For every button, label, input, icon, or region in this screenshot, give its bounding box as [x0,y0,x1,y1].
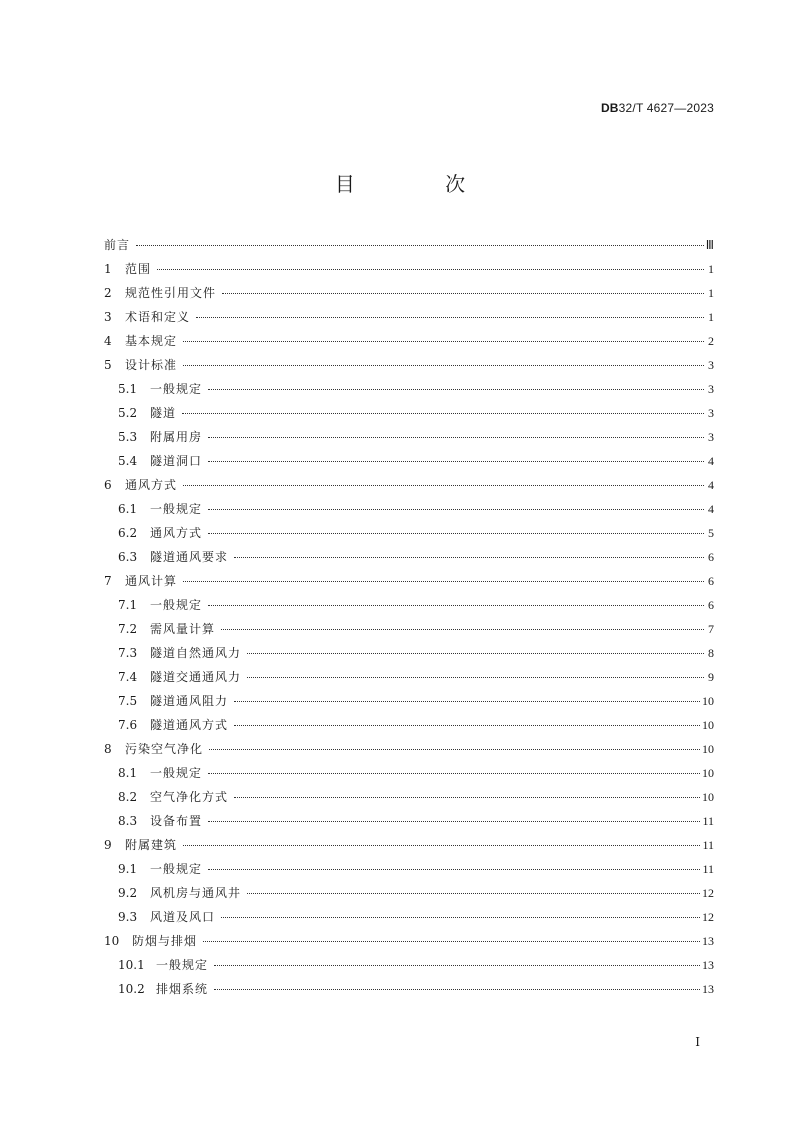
toc-entry-page: Ⅲ [705,238,714,252]
toc-entry-number: 5.4 [118,454,138,468]
toc-entry-number: 10.1 [118,958,145,972]
dot-leader [209,748,700,750]
toc-entry-label: 隧道通风阻力 [150,694,229,708]
toc-entry-number: 10.2 [118,982,145,996]
dot-leader [234,724,700,726]
toc-entry-page: 13 [702,958,714,972]
toc-entry-label: 空气净化方式 [150,790,229,804]
toc-entry-page: 13 [702,982,714,996]
toc-entry[interactable] [104,521,714,545]
toc-entry-number: 9.2 [118,886,138,900]
toc-entry-page: 4 [708,454,714,468]
toc-entry-label: 一般规定 [156,958,209,972]
toc-entry-page: 9 [708,670,714,684]
toc-entry[interactable] [104,641,714,665]
toc-entry-page: 4 [708,502,714,516]
toc-entry[interactable] [104,473,714,497]
toc-entry-label: 风道及风口 [150,910,216,924]
toc-entry[interactable] [104,593,714,617]
toc-entry[interactable] [104,833,714,857]
toc-entry-number: 5.1 [118,382,138,396]
dot-leader [183,844,700,846]
dot-leader [247,652,704,654]
toc-entry-label: 基本规定 [125,334,178,348]
toc-entry-number: 7.5 [118,694,138,708]
toc-entry-number: 3 [104,310,112,324]
dot-leader [203,940,700,942]
toc-entry-label: 一般规定 [150,598,203,612]
standard-code-number: 32/T 4627—2023 [618,101,714,115]
toc-entry[interactable] [104,785,714,809]
toc-entry-number: 5.2 [118,406,138,420]
page-title: 目 次 [334,172,508,196]
toc-entry-page: 6 [708,574,714,588]
page-number: I [695,1035,700,1049]
toc-entry-page: 11 [702,814,714,828]
dot-leader [234,700,700,702]
toc-entry-label: 设计标准 [125,358,178,372]
toc-entry-label: 规范性引用文件 [125,286,217,300]
toc-entry-number: 7.3 [118,646,138,660]
toc-entry-page: 3 [708,382,714,396]
toc-entry[interactable] [104,857,714,881]
toc-entry-number: 7.6 [118,718,138,732]
dot-leader [208,820,700,822]
dot-leader [234,796,700,798]
toc-entry-label: 一般规定 [150,862,203,876]
toc-entry-label: 设备布置 [150,814,203,828]
toc-entry[interactable] [104,425,714,449]
toc-entry[interactable] [104,377,714,401]
toc-entry-label: 排烟系统 [156,982,209,996]
table-of-contents [104,233,714,1001]
dot-leader [221,628,704,630]
toc-entry-page: 6 [708,550,714,564]
toc-entry-page: 11 [702,838,714,852]
toc-entry-label: 风机房与通风井 [150,886,242,900]
toc-entry-page: 1 [708,310,714,324]
dot-leader [208,436,704,438]
toc-entry[interactable] [104,233,714,257]
dot-leader [247,892,700,894]
toc-entry[interactable] [104,905,714,929]
toc-entry-number: 6 [104,478,112,492]
toc-entry-label: 隧道 [150,406,177,420]
toc-entry[interactable] [104,881,714,905]
toc-entry[interactable] [104,497,714,521]
toc-entry-number: 8.1 [118,766,138,780]
toc-entry-label: 隧道洞口 [150,454,203,468]
toc-entry-number: 8 [104,742,112,756]
toc-entry-page: 7 [708,622,714,636]
toc-entry-number: 9 [104,838,112,852]
toc-entry-number: 6.1 [118,502,138,516]
toc-entry-page: 3 [708,358,714,372]
toc-entry[interactable] [104,401,714,425]
dot-leader [208,868,700,870]
toc-entry[interactable] [104,713,714,737]
toc-entry-label: 一般规定 [150,502,203,516]
toc-entry[interactable] [104,737,714,761]
toc-entry-page: 8 [708,646,714,660]
standard-code-prefix: DB [600,101,619,115]
dot-leader [208,388,704,390]
toc-entry-page: 12 [702,886,714,900]
toc-entry[interactable] [104,353,714,377]
toc-entry-number: 5.3 [118,430,138,444]
toc-entry-label: 隧道通风方式 [150,718,229,732]
dot-leader [214,988,700,990]
toc-entry-label: 范围 [125,262,152,276]
toc-entry-page: 4 [708,478,714,492]
toc-entry[interactable] [104,761,714,785]
toc-entry-label: 隧道通风要求 [150,550,229,564]
dot-leader [208,460,704,462]
toc-entry-page: 10 [702,790,714,804]
toc-entry-page: 13 [702,934,714,948]
toc-entry-page: 10 [702,766,714,780]
toc-entry-label: 隧道自然通风力 [150,646,242,660]
dot-leader [234,556,704,558]
dot-leader [208,604,704,606]
toc-entry-number: 4 [104,334,112,348]
toc-entry-label: 前言 [104,238,131,252]
standard-code [601,101,714,115]
toc-entry-label: 隧道交通通风力 [150,670,242,684]
toc-entry-label: 附属建筑 [125,838,178,852]
toc-entry-number: 7.4 [118,670,138,684]
toc-entry-number: 1 [104,262,112,276]
toc-entry-number: 9.1 [118,862,138,876]
toc-entry-number: 5 [104,358,112,372]
toc-entry-number: 7 [104,574,112,588]
dot-leader [247,676,704,678]
toc-entry-number: 6.3 [118,550,138,564]
toc-entry-number: 7.2 [118,622,138,636]
dot-leader [183,364,704,366]
toc-entry-label: 术语和定义 [125,310,191,324]
toc-entry-number: 10 [104,934,120,948]
toc-entry[interactable] [104,665,714,689]
toc-entry-label: 污染空气净化 [125,742,204,756]
dot-leader [183,340,704,342]
toc-entry-page: 5 [708,526,714,540]
toc-entry[interactable] [104,809,714,833]
toc-entry-page: 1 [708,286,714,300]
toc-entry-number: 8.2 [118,790,138,804]
toc-entry[interactable] [104,281,714,305]
dot-leader [182,412,704,414]
toc-entry-number: 6.2 [118,526,138,540]
toc-entry[interactable] [104,617,714,641]
toc-entry-number: 2 [104,286,112,300]
toc-entry-label: 一般规定 [150,766,203,780]
dot-leader [136,244,704,246]
toc-entry-page: 3 [708,406,714,420]
toc-entry[interactable] [104,569,714,593]
toc-entry-page: 6 [708,598,714,612]
toc-entry-page: 3 [708,430,714,444]
toc-entry[interactable] [104,329,714,353]
toc-entry[interactable] [104,689,714,713]
dot-leader [222,292,704,294]
toc-entry-page: 10 [702,718,714,732]
toc-entry[interactable] [104,977,714,1001]
toc-entry[interactable] [104,545,714,569]
dot-leader [208,772,700,774]
toc-entry-page: 11 [702,862,714,876]
toc-entry-page: 12 [702,910,714,924]
toc-entry-label: 防烟与排烟 [132,934,198,948]
toc-entry[interactable] [104,257,714,281]
toc-entry-page: 10 [702,694,714,708]
toc-entry-label: 需风量计算 [150,622,216,636]
dot-leader [208,508,704,510]
dot-leader [214,964,700,966]
toc-entry[interactable] [104,929,714,953]
toc-entry-page: 10 [702,742,714,756]
toc-entry-label: 通风计算 [125,574,178,588]
toc-entry-label: 通风方式 [150,526,203,540]
toc-entry-number: 8.3 [118,814,138,828]
toc-entry-number: 9.3 [118,910,138,924]
toc-entry-label: 通风方式 [125,478,178,492]
dot-leader [183,580,704,582]
toc-entry-label: 附属用房 [150,430,203,444]
dot-leader [221,916,700,918]
dot-leader [157,268,704,270]
dot-leader [183,484,704,486]
toc-entry[interactable] [104,953,714,977]
toc-entry[interactable] [104,449,714,473]
toc-entry[interactable] [104,305,714,329]
dot-leader [208,532,704,534]
toc-entry-page: 2 [708,334,714,348]
toc-entry-label: 一般规定 [150,382,203,396]
dot-leader [196,316,704,318]
toc-entry-page: 1 [708,262,714,276]
toc-entry-number: 7.1 [118,598,138,612]
